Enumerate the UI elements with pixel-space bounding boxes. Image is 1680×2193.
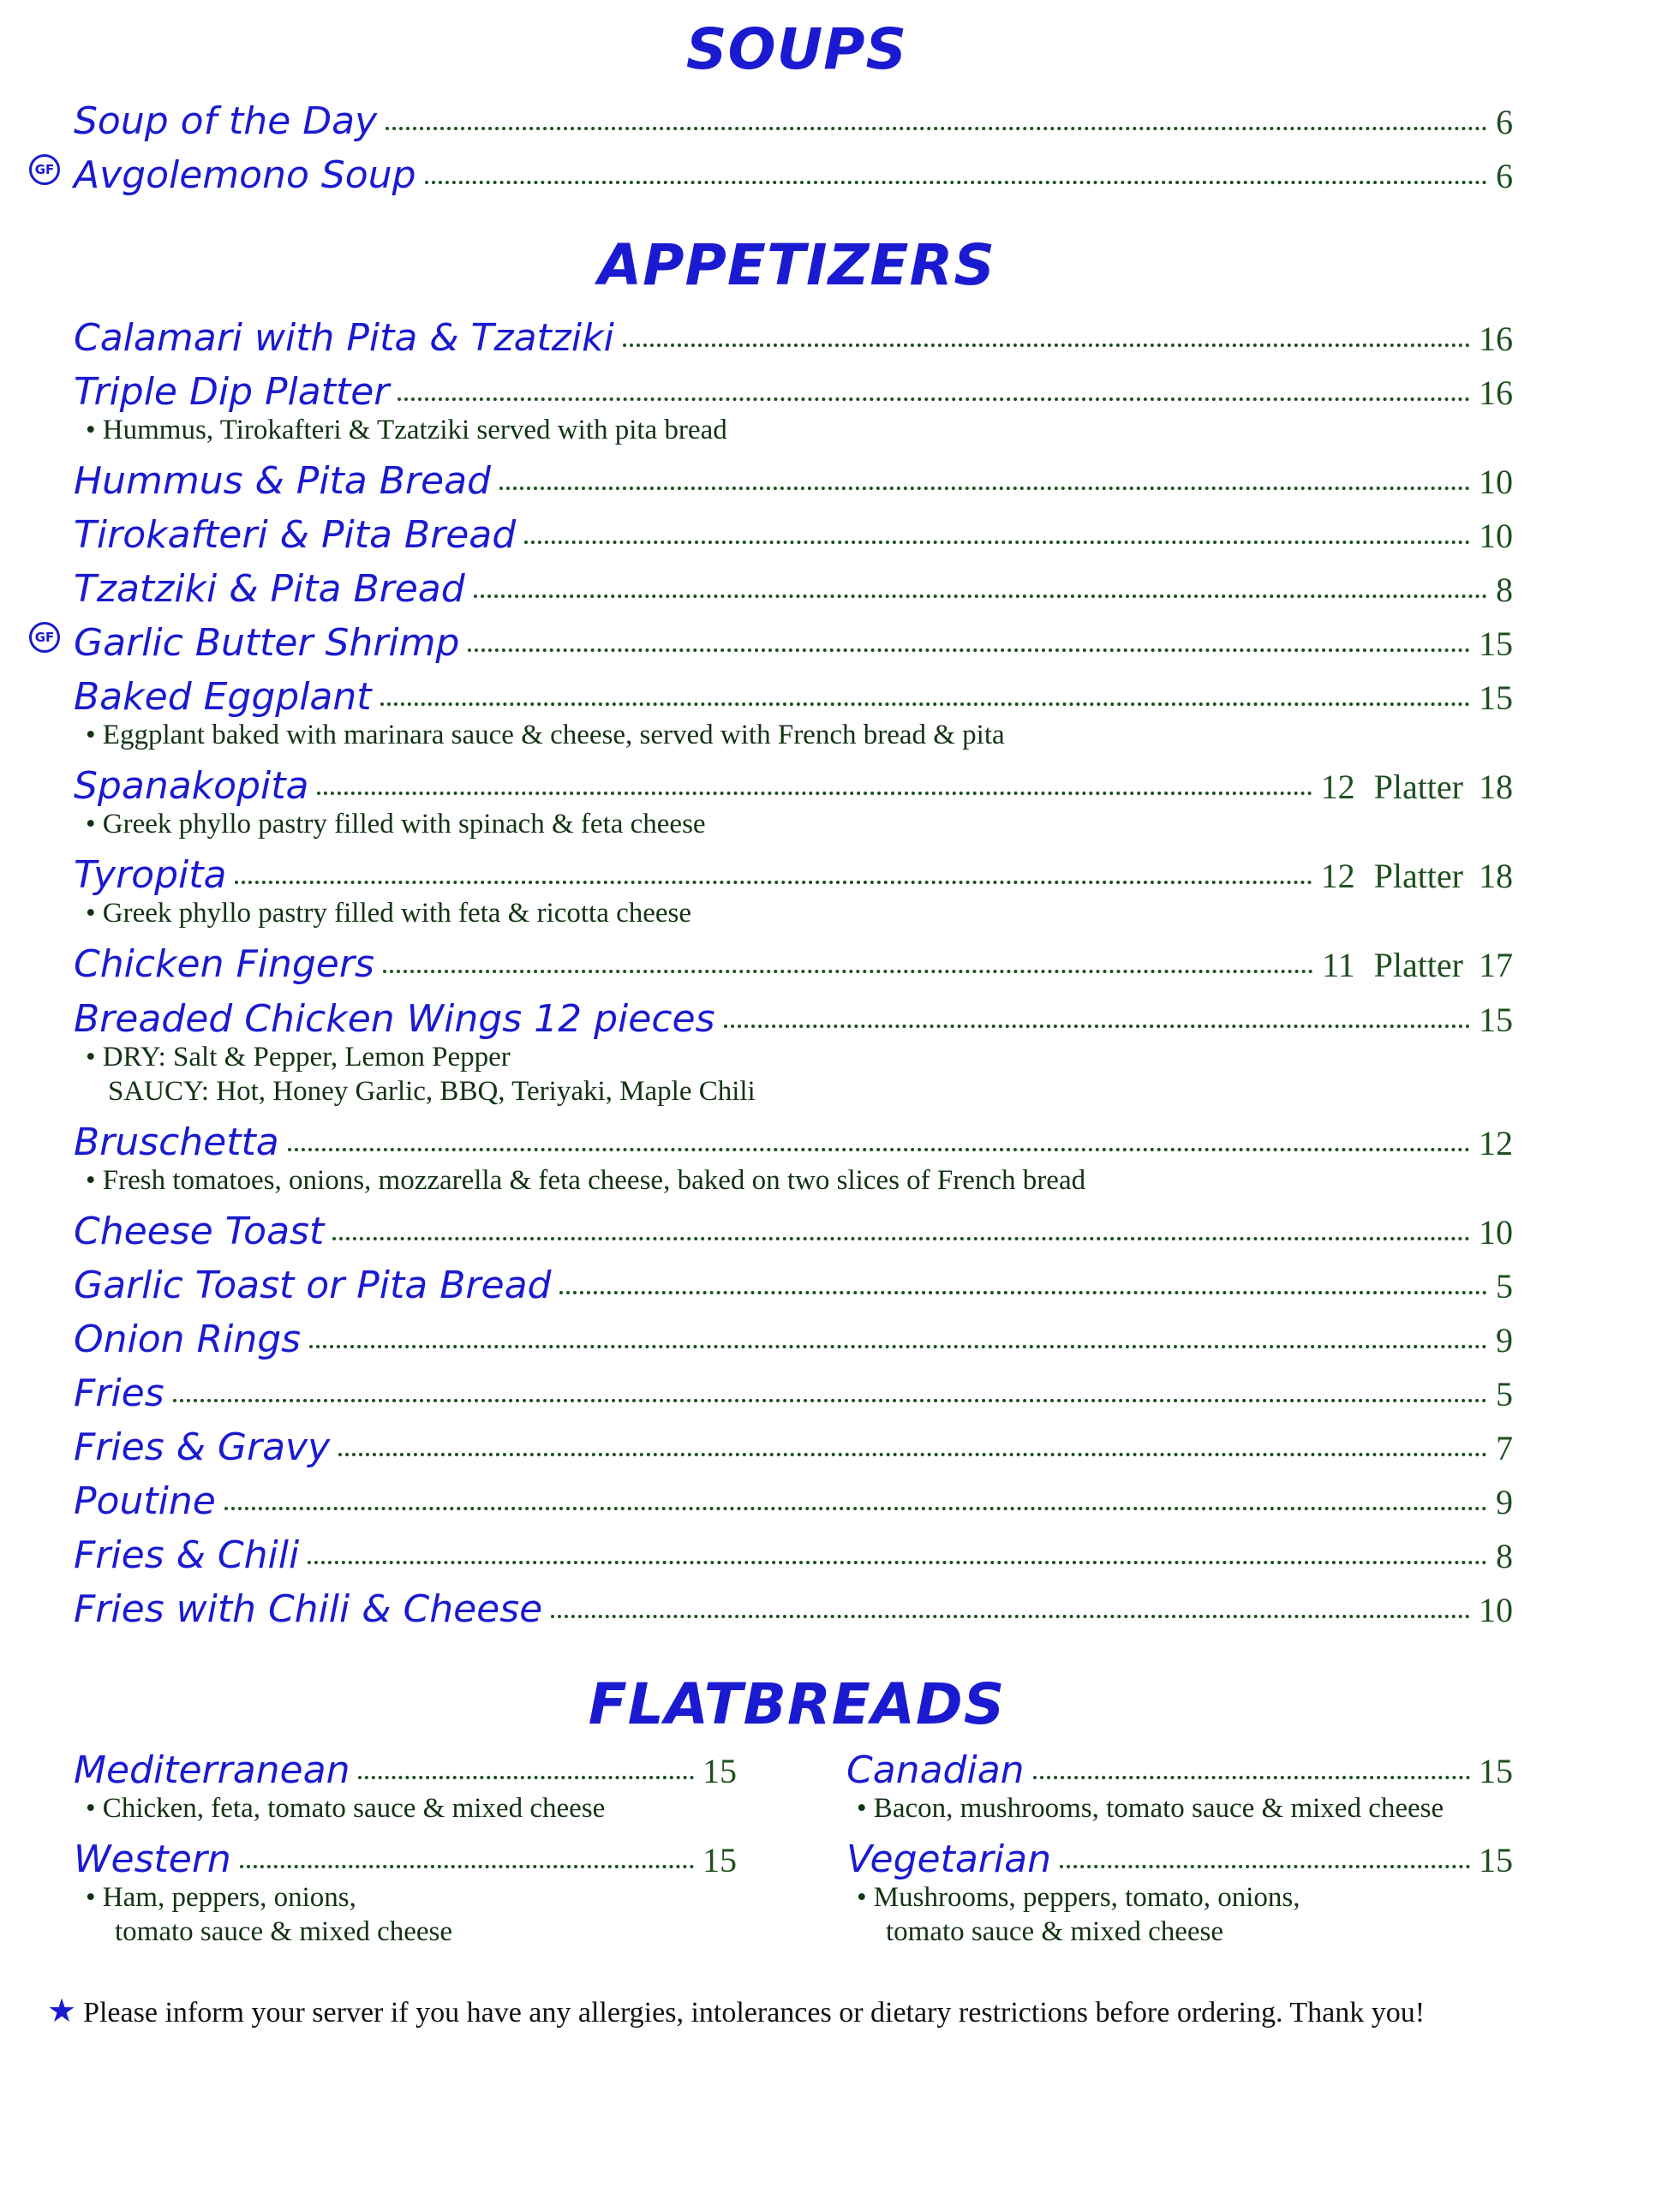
item-name: Fries & Chili xyxy=(74,1533,300,1577)
item-price: 8 xyxy=(1496,1537,1513,1575)
menu-item xyxy=(74,1834,737,1885)
menu-item xyxy=(74,150,1513,201)
menu-item xyxy=(74,1584,1513,1635)
item-name: Garlic Toast or Pita Bread xyxy=(74,1264,552,1307)
platter-price: 18 xyxy=(1479,857,1513,895)
item-name: Fries xyxy=(74,1371,164,1415)
flatbreads-heading: FLATBREADS xyxy=(588,1671,1006,1737)
dot-leader xyxy=(380,702,1470,706)
item-description: • Chicken, feta, tomato sauce & mixed cheese xyxy=(86,1793,606,1824)
item-name: Hummus & Pita Bread xyxy=(74,459,491,503)
item-description: • Hummus, Tirokafteri & Tzatziki served with pita bread xyxy=(86,415,727,445)
dot-leader xyxy=(332,1236,1470,1240)
item-description: • Eggplant baked with marinara sauce & cheese, served with French bread & pita xyxy=(86,720,1005,750)
dot-leader xyxy=(468,648,1470,652)
item-price: 7 xyxy=(1496,1429,1513,1467)
platter-price: 17 xyxy=(1479,946,1513,984)
item-price: 15 xyxy=(702,1841,737,1879)
gluten-free-icon: GF xyxy=(29,622,60,653)
item-name: Bruschetta xyxy=(74,1120,279,1164)
menu-item xyxy=(74,1476,1513,1527)
menu-item xyxy=(74,1368,1513,1419)
item-price: 10 xyxy=(1479,1213,1513,1252)
item-price: 6 xyxy=(1496,157,1513,195)
item-name: Tzatziki & Pita Bread xyxy=(74,567,465,611)
item-name: Avgolemono Soup xyxy=(74,153,416,197)
dot-leader xyxy=(1060,1864,1470,1868)
item-price: 16 xyxy=(1479,373,1513,412)
item-name: Triple Dip Platter xyxy=(74,370,390,414)
single-price: 12 xyxy=(1320,768,1355,806)
item-price: 10 xyxy=(1479,463,1513,501)
item-price: 5 xyxy=(1496,1267,1513,1306)
menu-item xyxy=(74,994,1513,1045)
gluten-free-icon: GF xyxy=(29,154,60,185)
menu-item xyxy=(74,1422,1513,1473)
item-name: Garlic Butter Shrimp xyxy=(74,621,460,665)
dot-leader xyxy=(724,1024,1470,1028)
menu-item xyxy=(74,96,1513,147)
menu-item xyxy=(74,672,1513,723)
item-description: • Fresh tomatoes, onions, mozzarella & feta cheese, baked on two slices of French bread xyxy=(86,1165,1086,1196)
dot-leader xyxy=(240,1864,694,1868)
menu-item xyxy=(74,850,1513,901)
item-name: Onion Rings xyxy=(74,1318,302,1361)
item-description-line-2: SAUCY: Hot, Honey Garlic, BBQ, Teriyaki, Maple Chili xyxy=(108,1076,756,1107)
menu-item xyxy=(74,1117,1513,1168)
appetizers-heading: APPETIZERS xyxy=(598,232,995,298)
item-description-line-2: tomato sauce & mixed cheese xyxy=(886,1916,1224,1947)
item-description: • Mushrooms, peppers, tomato, onions, xyxy=(857,1882,1300,1913)
platter-label: Platter xyxy=(1373,768,1463,806)
item-name: Spanakopita xyxy=(74,764,309,808)
item-price: 9 xyxy=(1496,1321,1513,1359)
dot-leader xyxy=(425,180,1487,184)
item-description: • Bacon, mushrooms, tomato sauce & mixed cheese xyxy=(857,1793,1444,1824)
menu-item xyxy=(74,1260,1513,1312)
item-price: 16 xyxy=(1479,320,1513,358)
item-price: 10 xyxy=(1479,1591,1513,1629)
item-description: • Greek phyllo pastry filled with feta & ricotta cheese xyxy=(86,898,692,929)
dot-leader xyxy=(383,969,1313,973)
star-icon: ★ xyxy=(47,1992,77,2029)
menu-item xyxy=(846,1745,1513,1796)
dot-leader xyxy=(173,1398,1487,1402)
item-description: • DRY: Salt & Pepper, Lemon Pepper xyxy=(86,1042,511,1073)
dot-leader xyxy=(309,1344,1487,1348)
menu-item xyxy=(846,1834,1513,1885)
item-name: Poutine xyxy=(74,1479,216,1523)
item-price: 9 xyxy=(1496,1483,1513,1521)
dot-leader xyxy=(338,1452,1487,1456)
item-price: 15 xyxy=(1479,1001,1513,1039)
item-name: Fries with Chili & Cheese xyxy=(74,1587,543,1631)
item-price: 15 xyxy=(1479,678,1513,717)
allergy-notice xyxy=(47,1992,1425,2032)
item-price: 5 xyxy=(1496,1375,1513,1413)
platter-label: Platter xyxy=(1373,946,1463,984)
item-name: Fries & Gravy xyxy=(74,1425,331,1469)
dot-leader xyxy=(386,126,1487,130)
dot-leader xyxy=(235,880,1312,884)
item-price: 15 xyxy=(1479,1841,1513,1879)
item-price: 15 xyxy=(702,1752,737,1790)
menu-item xyxy=(74,367,1513,418)
soups-heading: SOUPS xyxy=(685,16,908,82)
platter-label: Platter xyxy=(1373,857,1463,895)
item-price: 12 xyxy=(1479,1124,1513,1162)
item-description: • Greek phyllo pastry filled with spinach & feta cheese xyxy=(86,809,706,840)
item-price: 15 xyxy=(1479,1752,1513,1790)
menu-item xyxy=(74,1206,1513,1258)
dot-leader xyxy=(398,397,1470,401)
item-name: Western xyxy=(74,1837,231,1881)
dot-leader xyxy=(1033,1775,1470,1779)
menu-item xyxy=(74,510,1513,561)
item-name: Chicken Fingers xyxy=(74,942,374,986)
dot-leader xyxy=(317,791,1312,795)
dot-leader xyxy=(499,486,1470,490)
item-name: Baked Eggplant xyxy=(74,675,372,719)
item-name: Mediterranean xyxy=(74,1748,350,1792)
item-description-line-2: tomato sauce & mixed cheese xyxy=(115,1916,453,1947)
dot-leader xyxy=(288,1147,1470,1151)
dot-leader xyxy=(358,1775,694,1779)
dot-leader xyxy=(559,1290,1487,1294)
item-price: 6 xyxy=(1496,103,1513,141)
dot-leader xyxy=(308,1560,1487,1564)
menu-item xyxy=(74,618,1513,669)
item-name: Calamari with Pita & Tzatziki xyxy=(74,316,614,360)
menu-item xyxy=(74,1745,737,1796)
item-name: Vegetarian xyxy=(846,1837,1051,1881)
dot-leader xyxy=(551,1614,1470,1618)
dot-leader xyxy=(524,540,1470,544)
item-description: • Ham, peppers, onions, xyxy=(86,1882,356,1913)
item-name: Tirokafteri & Pita Bread xyxy=(74,513,517,557)
dot-leader xyxy=(224,1506,1487,1510)
item-price xyxy=(1322,940,1513,991)
allergy-notice-text: Please inform your server if you have any allergies, intolerances or dietary restrictions before ordering. Thank you! xyxy=(83,1997,1426,2029)
single-price: 12 xyxy=(1320,857,1355,895)
platter-price: 18 xyxy=(1479,768,1513,806)
single-price: 11 xyxy=(1322,946,1355,984)
menu-item xyxy=(74,564,1513,615)
menu-item xyxy=(74,939,1513,990)
item-price: 15 xyxy=(1479,624,1513,663)
item-name: Breaded Chicken Wings 12 pieces xyxy=(74,997,715,1041)
menu-item xyxy=(74,1530,1513,1581)
item-price xyxy=(1321,762,1513,813)
item-name: Cheese Toast xyxy=(74,1210,325,1253)
item-price xyxy=(1321,851,1513,902)
item-name: Soup of the Day xyxy=(74,99,378,143)
dot-leader xyxy=(623,343,1470,347)
item-price: 8 xyxy=(1496,571,1513,609)
item-name: Canadian xyxy=(846,1748,1025,1792)
menu-item xyxy=(74,313,1513,364)
dot-leader xyxy=(474,594,1487,598)
menu-item xyxy=(74,456,1513,507)
menu-item xyxy=(74,761,1513,812)
item-price: 10 xyxy=(1479,517,1513,555)
item-name: Tyropita xyxy=(74,853,227,897)
menu-item xyxy=(74,1314,1513,1365)
